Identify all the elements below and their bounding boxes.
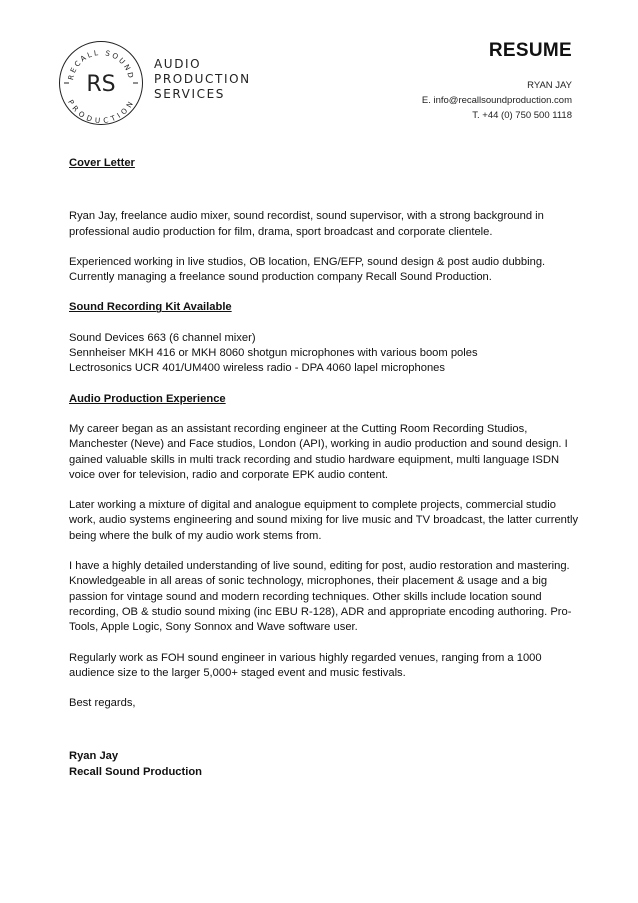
experience-paragraph: Later working a mixture of digital and analogue equipment to complete projects, commercial studio work, audio systems engineering and sound mixing for live music and TV broadcast, the latter currently being where the bulk of my audio work stems from. bbox=[69, 499, 579, 542]
kit-item: Lectrosonics UCR 401/UM400 wireless radio - DPA 4060 lapel microphones bbox=[69, 362, 445, 375]
logo-word: AUDIO bbox=[154, 57, 202, 71]
kit-item: Sound Devices 663 (6 channel mixer) bbox=[69, 331, 256, 344]
contact-phone: T. +44 (0) 750 500 1118 bbox=[472, 110, 572, 121]
letter-body bbox=[69, 156, 579, 780]
kit-item: Sennheiser MKH 416 or MKH 8060 shotgun microphones with various boom poles bbox=[69, 347, 478, 360]
signature-name: Ryan Jay bbox=[69, 750, 119, 763]
logo-ring-text-bottom: PRODUCTION bbox=[66, 97, 136, 125]
experience-paragraph: I have a highly detailed understanding of live sound, editing for post, audio restoration and mastering. Knowledgeable in all areas of sonic technology, microphones, their placement & usage and a big passion for vintage sound and modern recording techniques. Other skills include location sound recording, OB & studio sound mixing (inc EBU R-128), ADR and appropriate encoding authoring. Pro-Tools, Apple Logic, Sony Sonnox and Wave software user. bbox=[69, 560, 572, 634]
cover-letter-heading: Cover Letter bbox=[69, 157, 135, 169]
logo-word: PRODUCTION bbox=[154, 72, 251, 86]
experience-heading: Audio Production Experience bbox=[69, 392, 226, 405]
logo-wordmark bbox=[154, 57, 251, 102]
experience-paragraph: My career began as an assistant recording engineer at the Cutting Room Recording Studios, Manchester (Neve) and Face studios, London (API), working in audio production and sound design. I gained valuable skills in multi track recording and studio hardware equipment, multi language ISDN voice over for television, radio and corporate EPK audio content. bbox=[69, 422, 568, 481]
kit-heading: Sound Recording Kit Available bbox=[69, 301, 232, 314]
closing-regards: Best regards, bbox=[69, 697, 136, 710]
cover-paragraph: Ryan Jay, freelance audio mixer, sound recordist, sound supervisor, with a strong background in professional audio production for film, drama, sport broadcast and corporate clientele. bbox=[69, 210, 544, 238]
logo-monogram: RS bbox=[86, 72, 116, 97]
contact-name: RYAN JAY bbox=[527, 80, 572, 91]
resume-title: RESUME bbox=[488, 40, 572, 61]
signature-company: Recall Sound Production bbox=[69, 765, 203, 778]
experience-paragraph: Regularly work as FOH sound engineer in various highly regarded venues, ranging from a 1000 audience size to the larger 5,000+ staged event and music festivals. bbox=[69, 651, 542, 679]
cover-paragraph: Experienced working in live studios, OB location, ENG/EFP, sound design & post audio dubbing. Currently managing a freelance sound production company Recall Sound Production. bbox=[69, 255, 546, 284]
contact-email: E. info@recallsoundproduction.com bbox=[421, 95, 572, 106]
contact-header bbox=[422, 40, 572, 123]
logo-word: SERVICES bbox=[154, 87, 226, 101]
logo-ring-text-top: RECALL SOUND bbox=[66, 47, 136, 81]
recall-sound-logo bbox=[58, 40, 144, 126]
